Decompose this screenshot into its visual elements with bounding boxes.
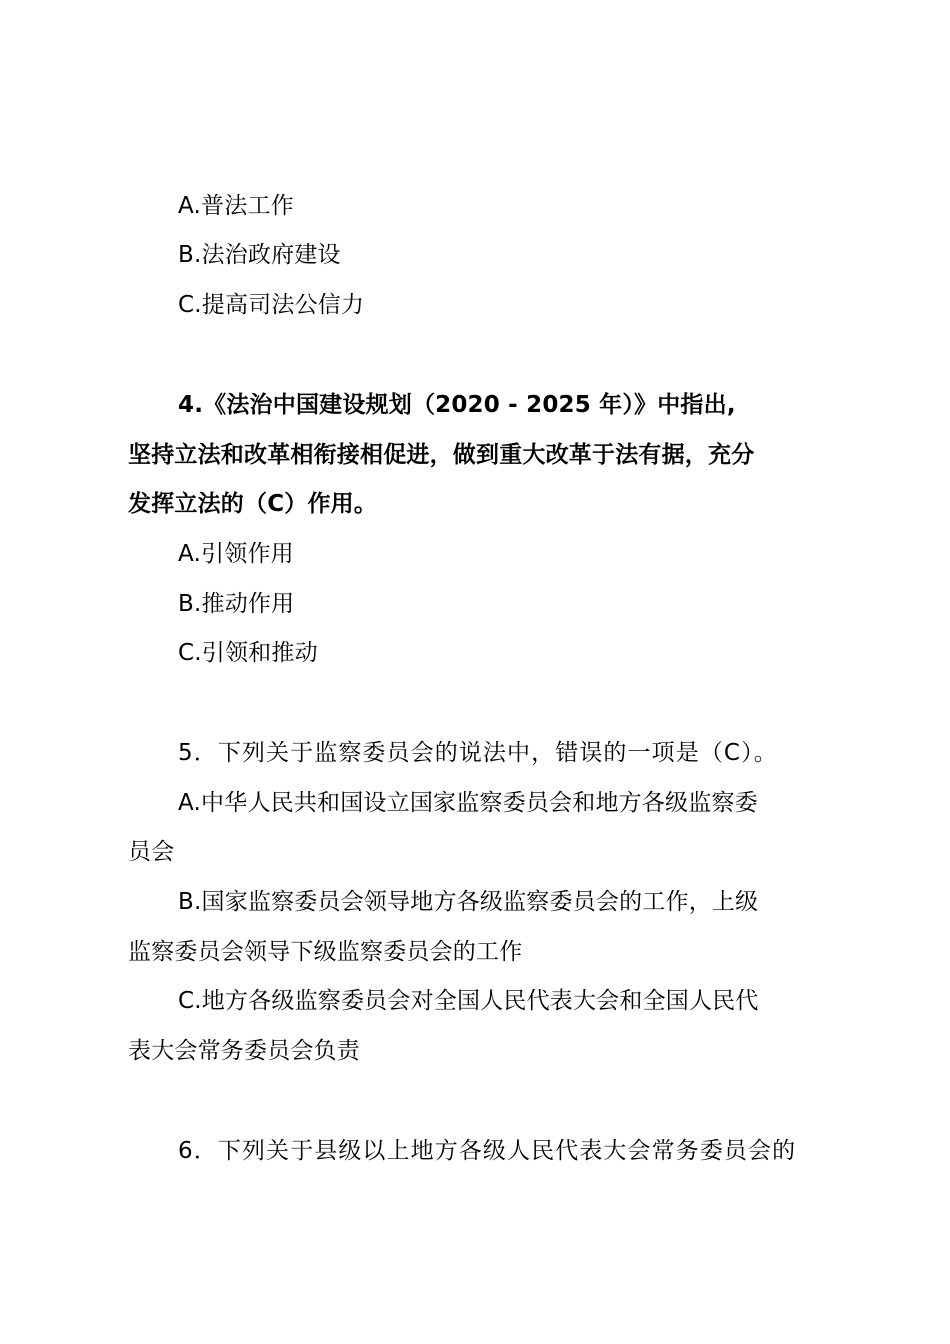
q5-option-c-line1: C.地方各级监察委员会对全国人民代表大会和全国人民代 (178, 988, 759, 1014)
q3-option-c: C.提高司法公信力 (178, 292, 365, 318)
q5-option-a-line1: A.中华人民共和国设立国家监察委员会和地方各级监察委 (178, 790, 758, 816)
q3-option-b: B.法治政府建设 (178, 242, 341, 268)
q5-option-c-line2: 表大会常务委员会负责 (128, 1038, 360, 1064)
q5-option-a-line2: 员会 (128, 839, 175, 865)
q4-option-a: A.引领作用 (178, 541, 294, 567)
q5-option-b-line2: 监察委员会领导下级监察委员会的工作 (128, 939, 523, 965)
q6-stem-line1: 6．下列关于县级以上地方各级人民代表大会常务委员会的 (178, 1138, 797, 1164)
q5-option-b-line1: B.国家监察委员会领导地方各级监察委员会的工作，上级 (178, 889, 759, 915)
q3-option-a: A.普法工作 (178, 193, 294, 219)
q5-stem: 5．下列关于监察委员会的说法中，错误的一项是（C）。 (178, 740, 778, 766)
q4-stem-line3: 发挥立法的（C）作用。 (128, 491, 378, 517)
q4-stem-line1: 4.《法治中国建设规划（2020 - 2025 年）》中指出, (178, 392, 736, 418)
q4-option-c: C.引领和推动 (178, 640, 318, 666)
q4-option-b: B.推动作用 (178, 591, 295, 617)
q4-stem-line2: 坚持立法和改革相衔接相促进，做到重大改革于法有据，充分 (128, 442, 755, 468)
